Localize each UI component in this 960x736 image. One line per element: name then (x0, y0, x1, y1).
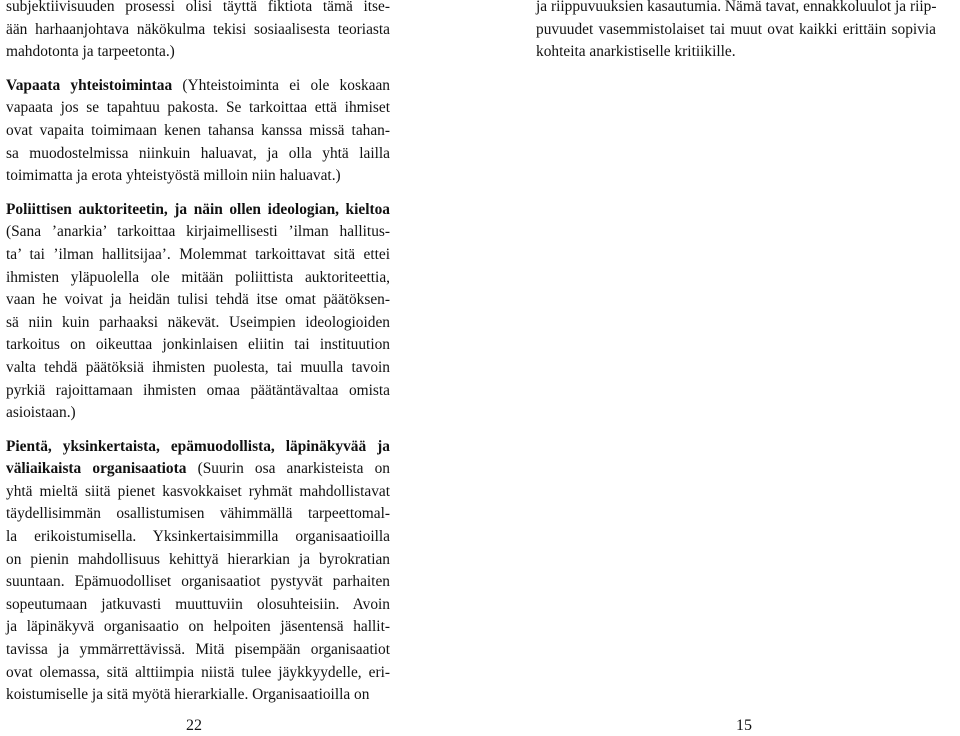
bold-heading-text: Vapaata yhteistoimintaa (6, 76, 173, 94)
body-text: tavissa ja ymmärrettävissä. Mitä pisempään organisaatiot (6, 641, 390, 659)
text-line (6, 571, 390, 594)
body-text: vapaata jos se tapahtuu pakosta. Se tarkoittaa että ihmiset (6, 99, 390, 117)
left-page (0, 0, 480, 732)
body-text: pyrkiä rajoittamaan ihmisten omaa päätäntävaltaa omista (6, 381, 390, 399)
body-text: ja riippuvuuksien kasautumia. Nämä tavat, ennakkoluulot ja riip- (536, 0, 937, 15)
body-text: (Yhteistoiminta ei ole koskaan (172, 76, 390, 94)
body-text: täydellisimmän osallistumisen vähimmällä tarpeettomal- (6, 505, 390, 523)
body-text: toimimatta ja erota yhteistyöstä milloin niin haluavat.) (6, 167, 341, 185)
paragraph (6, 75, 390, 188)
text-line (6, 458, 390, 481)
body-text: asioistaan.) (6, 404, 76, 422)
body-text: on pienin mahdollisuus kehittyä hierarkian ja byrokratian (6, 550, 390, 568)
body-text: suuntaan. Epämuodolliset organisaatiot pystyvät parhaiten (6, 573, 390, 591)
body-text: kohteita anarkistiselle kritiikille. (536, 43, 736, 61)
body-text: yhtä mieltä siitä pienet kasvokkaiset ryhmät mahdollistavat (6, 482, 390, 500)
text-line (6, 267, 390, 290)
right-page-body (536, 0, 936, 64)
text-line (6, 75, 390, 98)
text-line (6, 526, 390, 549)
body-text: mahdotonta ja tarpeetonta.) (6, 43, 175, 61)
text-line (6, 334, 390, 357)
text-line (6, 97, 390, 120)
text-line (6, 41, 390, 64)
text-line (6, 289, 390, 312)
body-text: ovat olemassa, sitä alttiimpia niistä tulee jäykkyydelle, eri- (6, 663, 390, 681)
paragraph (6, 199, 390, 425)
text-line (6, 594, 390, 617)
body-text: ään harhaanjohtava näkökulma tekisi sosiaalisesta teoriasta (6, 20, 390, 38)
body-text: (Sana ’anarkia’ tarkoittaa kirjaimellisesti ’ilman hallitus- (6, 223, 390, 241)
text-line (6, 0, 390, 19)
body-text: valta tehdä päätöksiä ihmisten puolesta, tai muulla tavoin (6, 358, 390, 376)
text-line (6, 402, 390, 425)
text-line (6, 503, 390, 526)
right-page-number: 15 (736, 717, 752, 734)
paragraph (6, 436, 390, 707)
body-text: ta’ tai ’ilman hallitsijaa’. Molemmat tarkoittavat sitä ettei (6, 245, 390, 263)
body-text: ja läpinäkyvä organisaatio on helpoiten jäsentensä hallit- (6, 618, 390, 636)
left-page-body (6, 0, 390, 707)
text-line (6, 357, 390, 380)
text-line (536, 0, 936, 19)
bold-heading-text: Pientä, yksinkertaista, epämuodollista, läpinäkyvää ja (6, 437, 390, 455)
body-text: koistumiselle ja sitä myötä hierarkialle. Organisaatioilla on (6, 686, 370, 704)
text-line (6, 436, 390, 459)
text-line (536, 41, 936, 64)
body-text: ovat vapaita toimimaan kenen tahansa kanssa missä tahan- (6, 121, 390, 139)
right-page (480, 0, 960, 732)
text-line (6, 221, 390, 244)
paragraph (6, 0, 390, 64)
body-text: vaan he voivat ja heidän tulisi tehdä itse omat päätöksen- (6, 291, 390, 309)
text-line (6, 639, 390, 662)
text-line (6, 380, 390, 403)
text-line (6, 549, 390, 572)
body-text: sä niin kuin parhaaksi näkevät. Useimpien ideologioiden (6, 313, 390, 331)
text-line (6, 662, 390, 685)
text-line (536, 19, 936, 42)
bold-heading-text: väliaikaista organisaatiota (6, 460, 187, 478)
left-page-number: 22 (186, 717, 202, 734)
text-line (6, 684, 390, 707)
paragraph (536, 0, 936, 64)
text-line (6, 143, 390, 166)
body-text: ihmisten yläpuolella ole mitään poliittista auktoriteettia, (6, 268, 390, 286)
text-line (6, 481, 390, 504)
body-text: puvuudet vasemmistolaiset tai muut ovat kaikki erittäin sopivia (536, 20, 936, 38)
body-text: sopeutumaan jatkuvasti muuttuviin olosuhteisiin. Avoin (6, 595, 390, 613)
text-line (6, 19, 390, 42)
body-text: (Suurin osa anarkisteista on (186, 460, 390, 478)
text-line (6, 120, 390, 143)
text-line (6, 312, 390, 335)
text-line (6, 199, 390, 222)
text-line (6, 616, 390, 639)
body-text: sa muodostelmissa niinkuin haluavat, ja olla yhtä lailla (6, 144, 390, 162)
body-text: tarkoitus on oikeuttaa jonkinlaisen eliitin tai instituution (6, 336, 390, 354)
text-line (6, 165, 390, 188)
text-line (6, 244, 390, 267)
body-text: la erikoistumisella. Yksinkertaisimmilla organisaatioilla (6, 528, 390, 546)
body-text: subjektiivisuuden prosessi olisi täyttä fiktiota tämä itse- (6, 0, 390, 15)
bold-heading-text: Poliittisen auktoriteetin, ja näin ollen ideologian, kieltoa (6, 200, 390, 218)
